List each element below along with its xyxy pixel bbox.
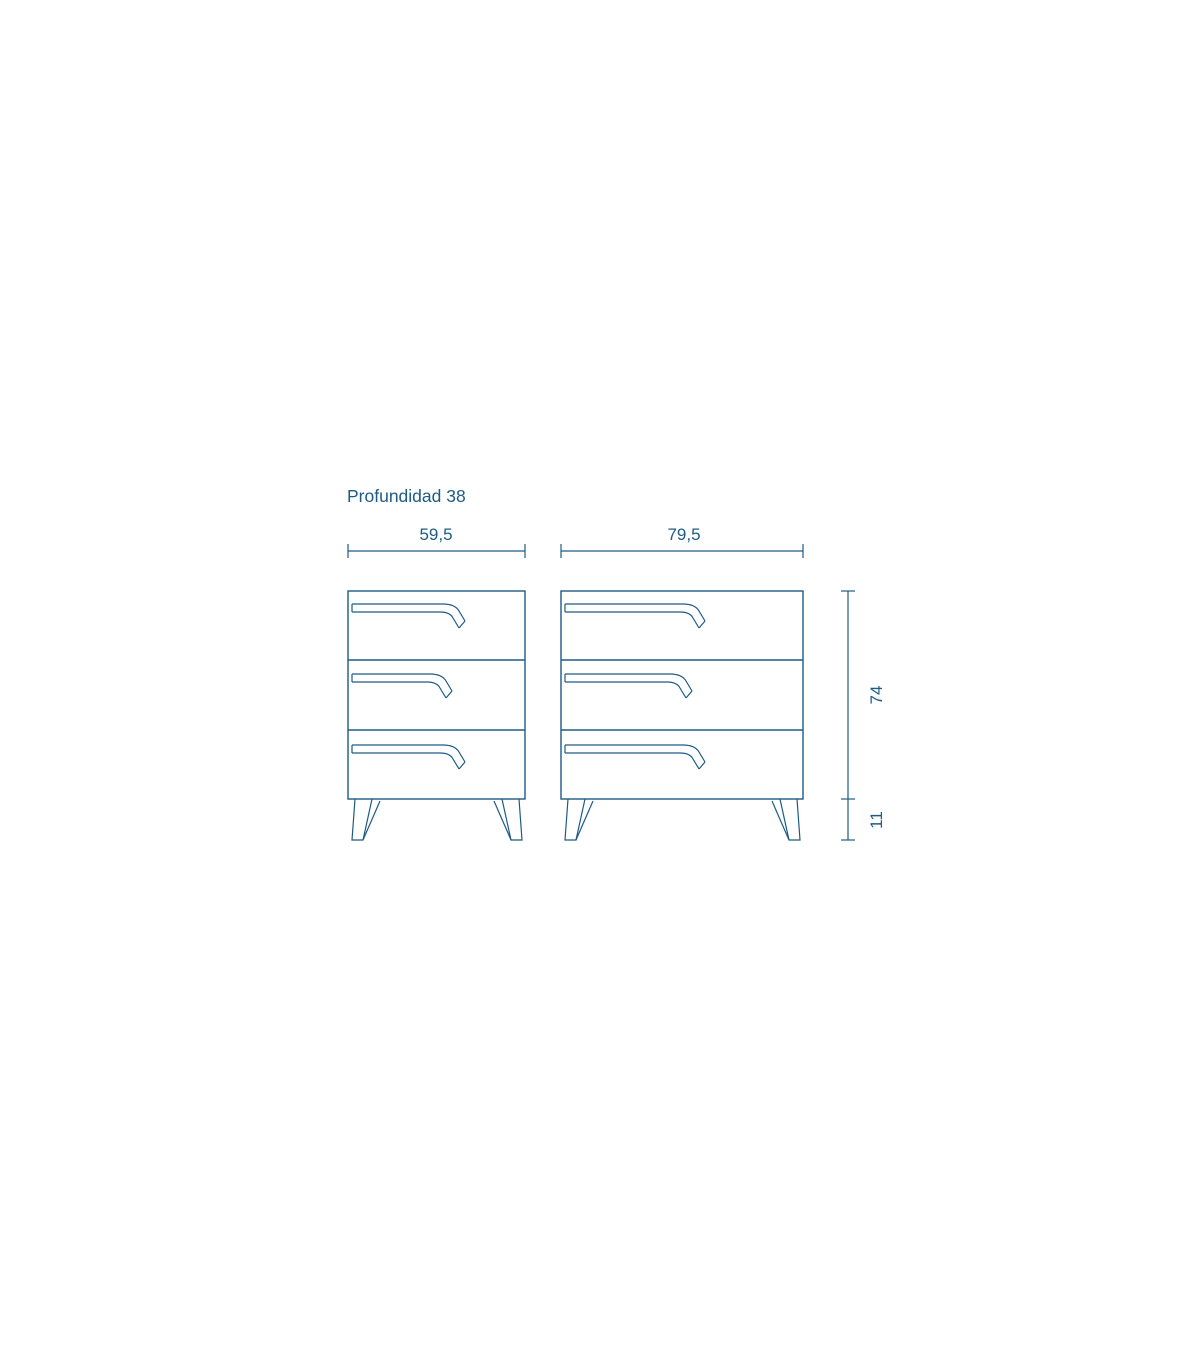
right-width-dimension: [561, 525, 803, 558]
chest-large: [561, 591, 803, 840]
drawer-handle-1: [352, 604, 465, 628]
drawer-handle-3: [352, 745, 465, 769]
leg-left: [565, 799, 593, 840]
leg-left: [352, 799, 380, 840]
drawer-handle-2: [352, 674, 452, 698]
leg-height-dimension: [841, 799, 886, 840]
leg-right: [494, 799, 522, 840]
right-width-label: 79,5: [667, 525, 701, 544]
left-width-label: 59,5: [419, 525, 453, 544]
leg-height-label: 11: [867, 811, 886, 829]
drawer-handle-2: [565, 674, 692, 698]
leg-right: [772, 799, 800, 840]
left-width-dimension: [348, 525, 525, 558]
body-height-dimension: [841, 591, 886, 799]
drawer-handle-3: [565, 745, 705, 769]
body-height-label: 74: [867, 685, 886, 705]
depth-label: Profundidad 38: [347, 486, 466, 506]
chest-small: [348, 591, 525, 840]
drawer-handle-1: [565, 604, 705, 628]
